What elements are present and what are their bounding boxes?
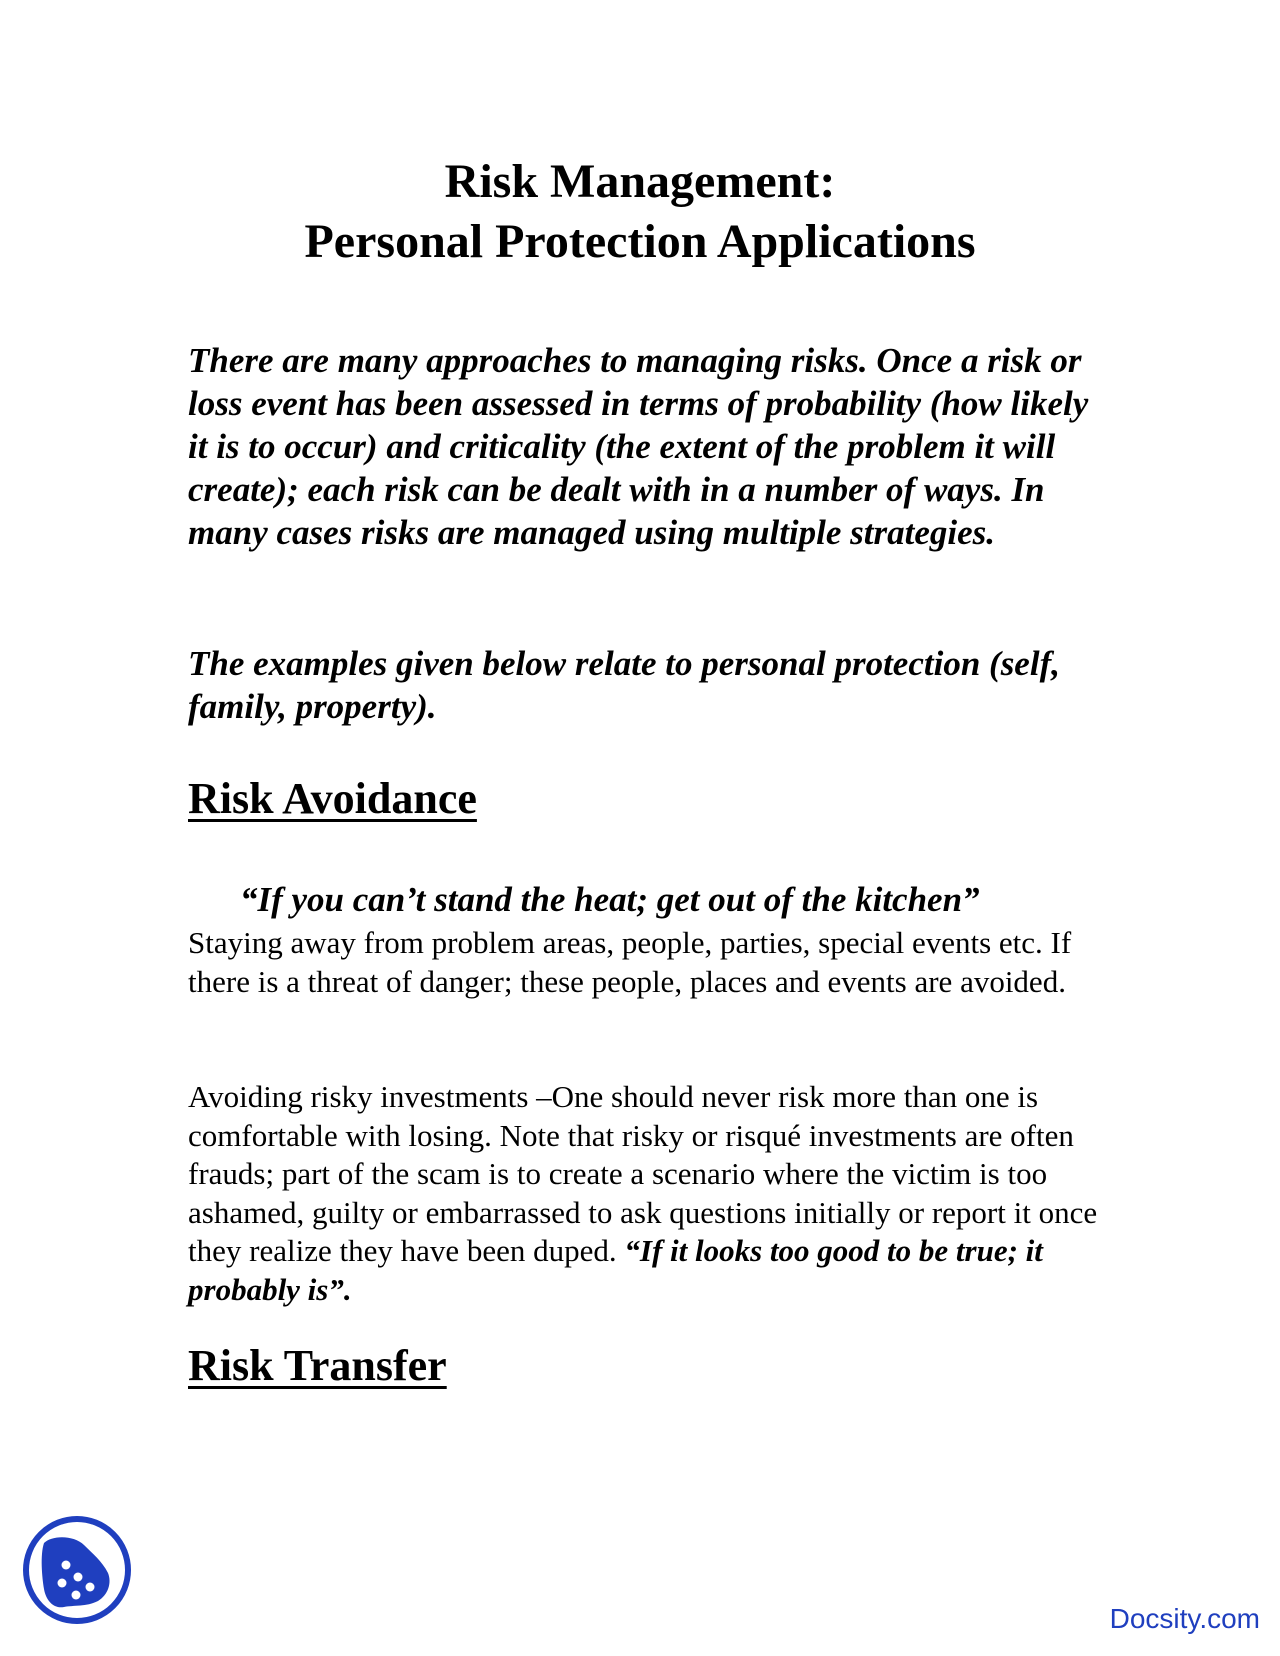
docsity-logo-svg bbox=[22, 1515, 132, 1625]
docsity-logo-icon bbox=[22, 1515, 132, 1625]
risk-avoidance-paragraph-2 bbox=[188, 1078, 1098, 1309]
docsity-brand-link[interactable]: Docsity.com bbox=[1109, 1603, 1260, 1634]
intro-paragraph-2: The examples given below relate to personal protection (self, family, property). bbox=[188, 644, 1060, 726]
section-heading-risk-transfer: Risk Transfer bbox=[188, 1341, 447, 1390]
risk-avoidance-quote: “If you can’t stand the heat; get out of the kitchen” bbox=[240, 880, 980, 919]
intro-paragraph-1: There are many approaches to managing risks. Once a risk or loss event has been assessed in terms of probability (how likely it is to occur) and criticality (the extent of the problem it will create); each risk can be dealt with in a number of ways. In many cases risks are managed using multiple strategies. bbox=[188, 341, 1089, 552]
section-heading-risk-avoidance: Risk Avoidance bbox=[188, 774, 477, 823]
risk-avoidance-paragraph-1: Staying away from problem areas, people, parties, special events etc. If there is a threat of danger; these people, places and events are avoided. bbox=[188, 925, 1072, 999]
document-title-line-2: Personal Protection Applications bbox=[304, 215, 976, 268]
risk-avoidance-paragraph-2-text: Avoiding risky investments –One should never risk more than one is comfortable with losing. Note that risky or risqué investments are often frauds; part of the scam is to create a scenario where the victim is too ashamed, guilty or embarrassed to ask questions initially or report it once they realize they have been duped. bbox=[188, 1079, 1098, 1268]
document-title-line-1: Risk Management: bbox=[444, 155, 836, 208]
risk-avoidance-paragraph-2-emphasis: “If it looks too good to be true; it probably is”. bbox=[188, 1233, 1043, 1307]
